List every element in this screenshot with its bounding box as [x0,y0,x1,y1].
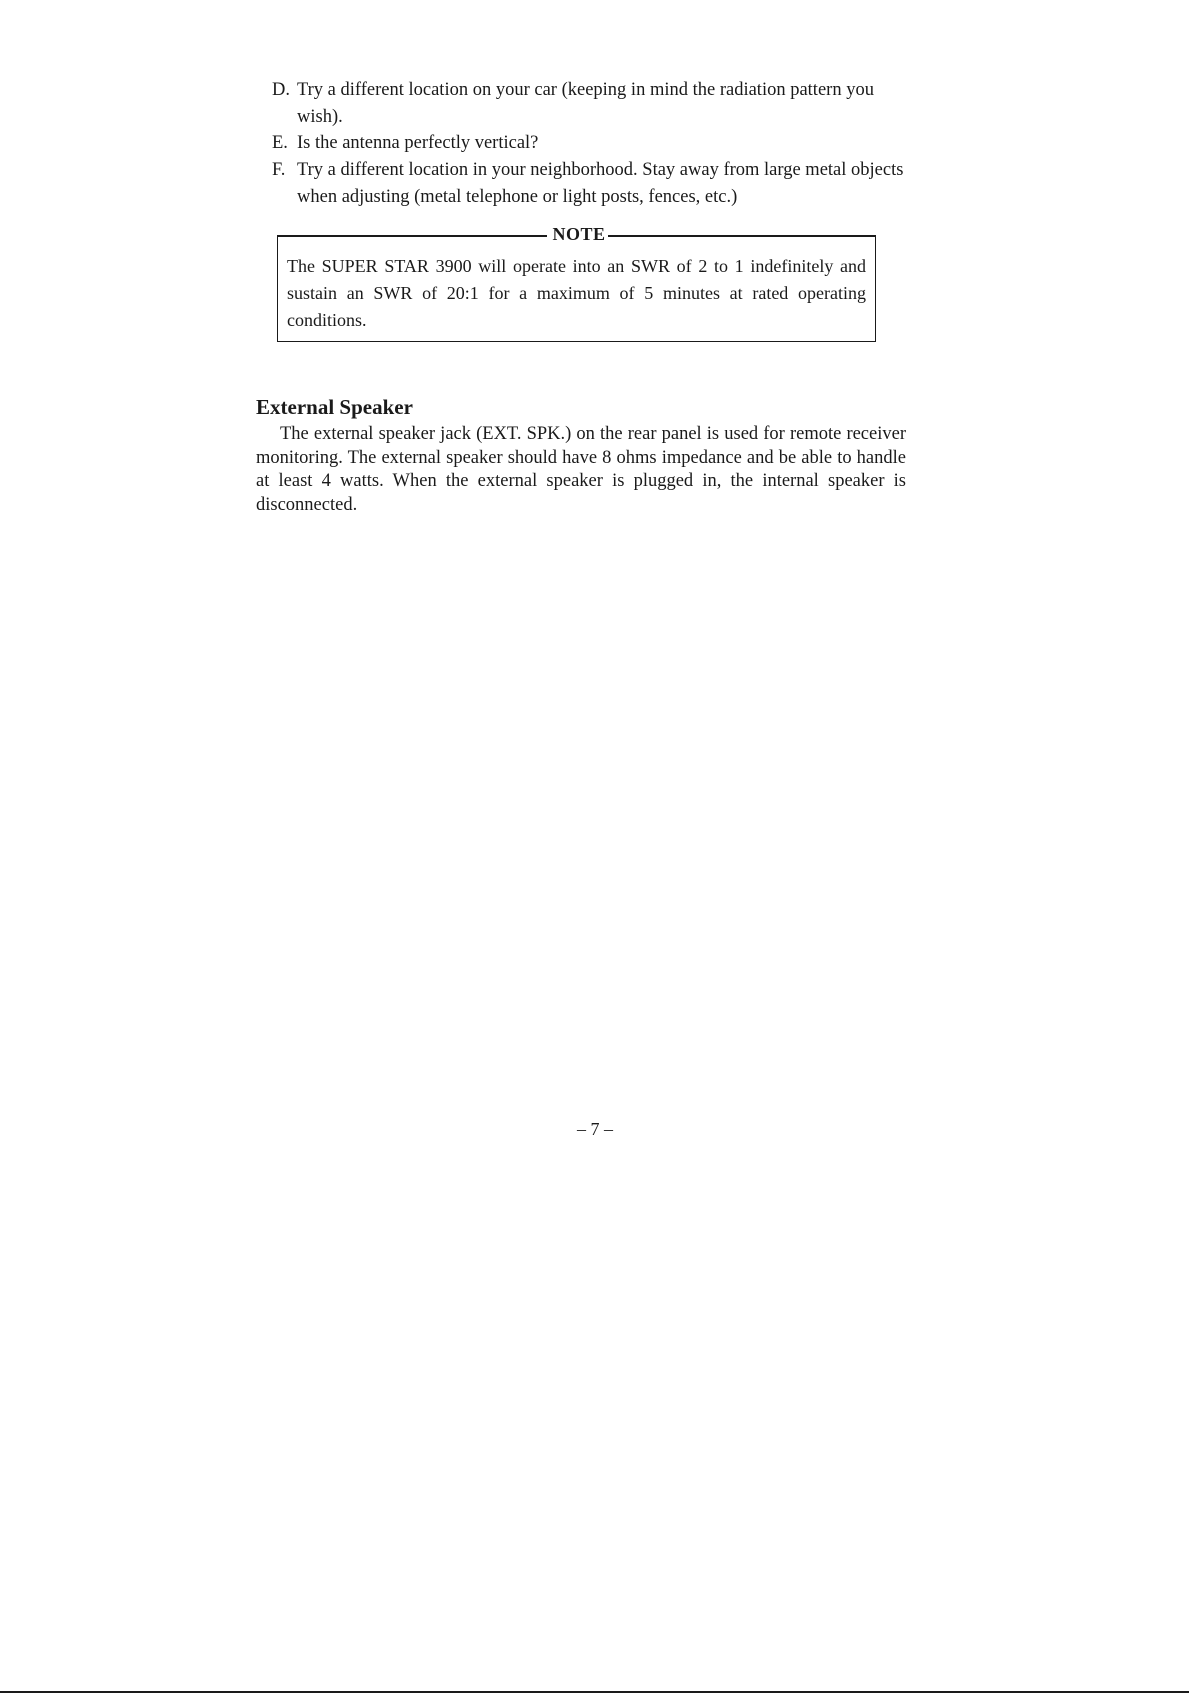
note-box [277,224,876,342]
note-text: The SUPER STAR 3900 will operate into an SWR of 2 to 1 indefinitely and sustain an SWR of 20:1 for a maximum of 5 minutes at rated operating conditions. [287,256,866,330]
list-item-text: Try a different location on your car (keeping in mind the radiation pattern you wish). [297,80,874,127]
list-item-letter: F. [272,160,286,180]
section-body: The external speaker jack (EXT. SPK.) on the rear panel is used for remote receiver monitoring. The external speaker should have 8 ohms impedance and be able to handle at least 4 watts. When the external speaker is plugged in, the internal speaker is disconnected. [256,424,906,515]
list-item-letter: E. [272,133,288,153]
list-item-text: Try a different location in your neighborhood. Stay away from large metal objects when adjusting (metal telephone or light posts, fences, etc.) [297,160,904,207]
list-item-e [272,130,912,157]
section-heading: External Speaker [256,395,413,419]
list-item-f [272,157,912,211]
note-title: NOTE [552,224,606,244]
list-item-letter: D. [272,80,290,100]
note-rule-left [278,235,547,237]
note-rule-right [608,235,875,237]
list-item-d [272,77,912,131]
list-item-text: Is the antenna perfectly vertical? [297,133,539,153]
page-number: – 7 – [577,1119,613,1139]
